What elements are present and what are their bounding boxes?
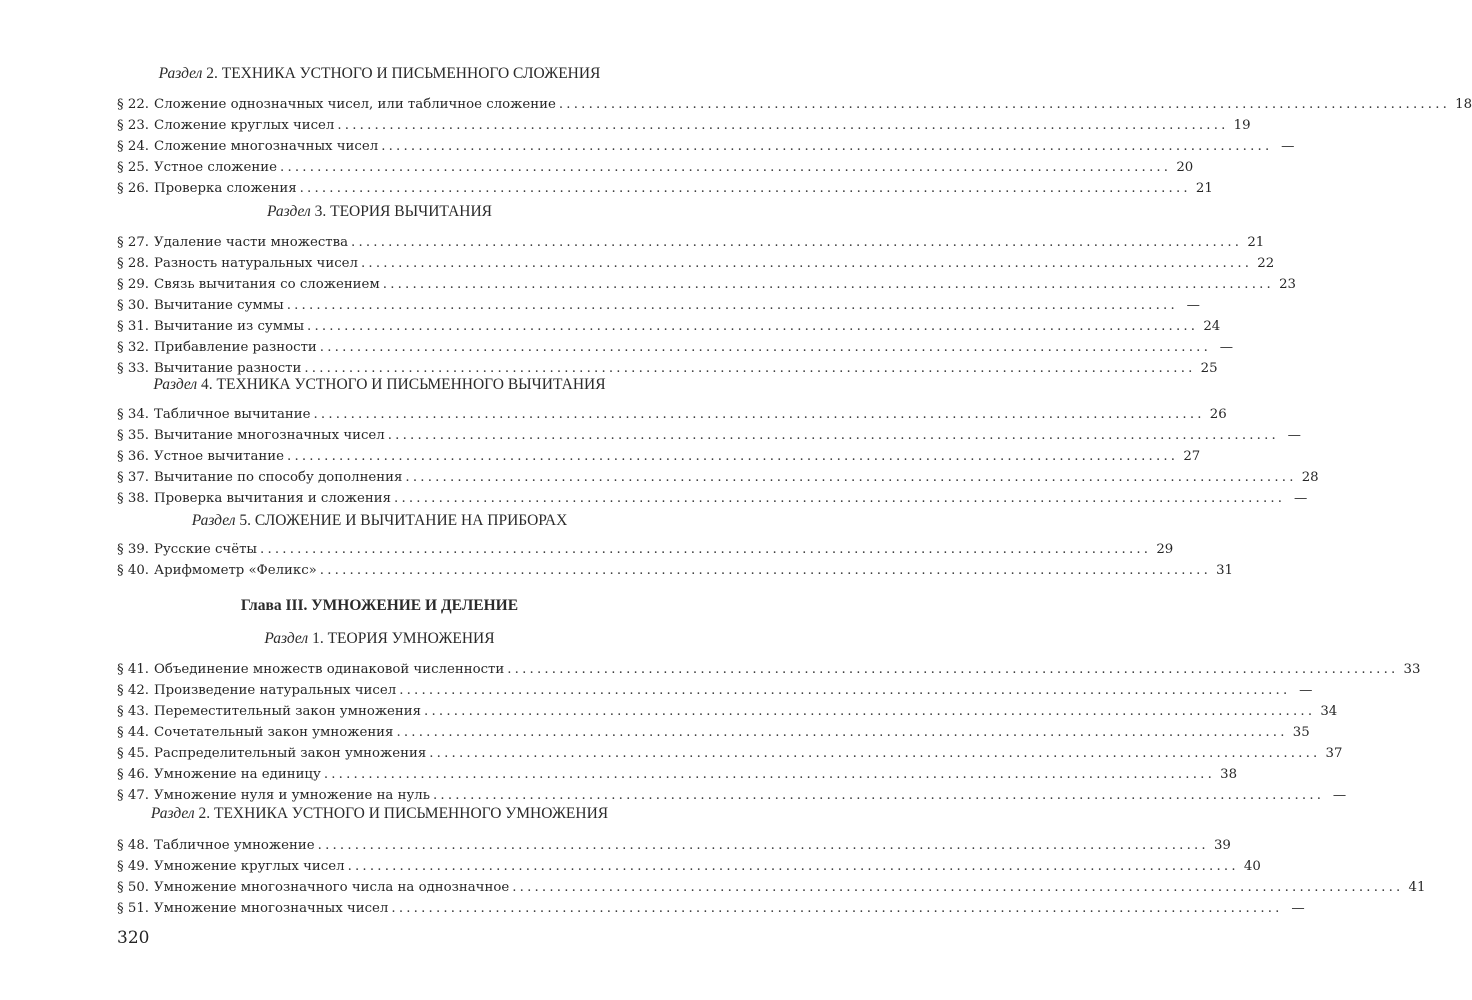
entry-number: § 36.	[117, 449, 150, 464]
entry-page: 35	[1292, 725, 1310, 740]
toc-entry[interactable]	[117, 744, 1343, 764]
entry-number: § 48.	[117, 838, 150, 853]
entry-page: 31	[1216, 563, 1234, 578]
dot-leader: ........................................................................................................................	[260, 542, 1152, 557]
section-label: Раздел	[158, 65, 203, 82]
entry-page: 19	[1233, 118, 1251, 133]
entry-page: 23	[1279, 277, 1296, 292]
entry-title: Объединение множеств одинаковой численности	[154, 662, 505, 677]
entry-title: Вычитание многозначных чисел	[154, 428, 385, 443]
entry-title: Разность натуральных чисел	[154, 256, 358, 271]
dot-leader: ........................................................................................................................	[360, 256, 1253, 271]
toc-entry[interactable]	[117, 899, 1305, 919]
dot-leader: ........................................................................................................................	[381, 139, 1273, 154]
dot-leader: ........................................................................................................................	[507, 662, 1399, 677]
section-label: Раздел	[264, 630, 309, 647]
dot-leader: ........................................................................................................................	[287, 449, 1179, 464]
entry-title: Сложение многозначных чисел	[154, 139, 379, 154]
entry-page: 18	[1455, 97, 1472, 112]
toc-entry[interactable]	[117, 786, 1347, 806]
entry-title: Вычитание по способу дополнения	[154, 470, 403, 485]
toc-entry[interactable]	[117, 836, 1231, 856]
toc-entry[interactable]	[117, 95, 1472, 115]
entry-title: Вычитание из суммы	[154, 319, 305, 334]
dot-leader: ........................................................................................................................	[429, 746, 1321, 761]
dot-leader: ........................................................................................................................	[351, 235, 1243, 250]
entry-title: Умножение многозначных чисел	[154, 901, 389, 916]
toc-entry[interactable]	[117, 878, 1426, 898]
entry-number: § 44.	[117, 725, 150, 740]
entry-page: —	[1219, 340, 1234, 355]
entry-page: 21	[1195, 181, 1213, 196]
entry-number: § 42.	[117, 683, 150, 698]
dot-leader: ........................................................................................................................	[319, 563, 1212, 578]
dot-leader: ........................................................................................................................	[387, 428, 1279, 443]
toc-entry[interactable]	[117, 317, 1221, 337]
entry-title: Проверка сложения	[154, 181, 297, 196]
entry-page: —	[1186, 298, 1200, 313]
entry-title: Устное сложение	[154, 160, 278, 175]
section-label: Раздел	[266, 203, 311, 220]
entry-page: 40	[1243, 859, 1261, 874]
dot-leader: ........................................................................................................................	[558, 97, 1451, 112]
entry-number: § 51.	[117, 901, 150, 916]
entry-page: 33	[1403, 662, 1421, 677]
entry-number: § 34.	[117, 407, 150, 422]
section-number: 5.	[239, 512, 251, 529]
entry-title: Вычитание разности	[154, 361, 302, 376]
entry-number: § 35.	[117, 428, 150, 443]
entry-number: § 37.	[117, 470, 150, 485]
toc-entry[interactable]	[117, 660, 1421, 680]
section-title: ТЕХНИКА УСТНОГО И ПИСЬМЕННОГО УМНОЖЕНИЯ	[214, 805, 609, 822]
entry-page: 21	[1247, 235, 1265, 250]
entry-title: Табличное умножение	[154, 838, 315, 853]
section-number: 4.	[201, 376, 213, 393]
entry-title: Переместительный закон умножения	[154, 704, 422, 719]
entry-number: § 43.	[117, 704, 150, 719]
toc-entry[interactable]	[117, 723, 1310, 743]
entry-number: § 39.	[117, 542, 150, 557]
toc-entry[interactable]	[117, 489, 1308, 509]
entry-title: Умножение круглых чисел	[154, 859, 345, 874]
entry-page: 28	[1301, 470, 1319, 485]
section-heading	[117, 512, 642, 530]
dot-leader: ........................................................................................................................	[394, 491, 1286, 506]
dot-leader: ........................................................................................................................	[307, 319, 1199, 334]
entry-page: 39	[1213, 838, 1231, 853]
entry-number: § 50.	[117, 880, 150, 895]
chapter-heading: Глава III. УМНОЖЕНИЕ И ДЕЛЕНИЕ	[240, 597, 519, 614]
section-heading	[117, 630, 642, 648]
entry-number: § 45.	[117, 746, 150, 761]
entry-number: § 49.	[117, 859, 150, 874]
entry-number: § 41.	[117, 662, 150, 677]
entry-title: Произведение натуральных чисел	[154, 683, 397, 698]
dot-leader: ........................................................................................................................	[280, 160, 1172, 175]
entry-page: —	[1291, 901, 1305, 916]
entry-page: 22	[1257, 256, 1275, 271]
toc-entry[interactable]	[117, 254, 1275, 274]
dot-leader: ........................................................................................................................	[323, 767, 1216, 782]
section-heading	[117, 203, 642, 221]
entry-page: 27	[1183, 449, 1201, 464]
toc-entry[interactable]	[117, 426, 1301, 446]
toc-entry[interactable]	[117, 540, 1174, 560]
dot-leader: ........................................................................................................................	[304, 361, 1196, 376]
dot-leader: ........................................................................................................................	[405, 470, 1297, 485]
entry-title: Устное вычитание	[154, 449, 285, 464]
entry-title: Прибавление разности	[154, 340, 317, 355]
dot-leader: ........................................................................................................................	[319, 340, 1212, 355]
entry-title: Умножение многозначного числа на однозначное	[154, 880, 510, 895]
entry-number: § 30.	[117, 298, 150, 313]
section-number: 2.	[198, 805, 211, 822]
entry-title: Сложение круглых чисел	[154, 118, 335, 133]
entry-page: —	[1281, 139, 1295, 154]
section-heading	[117, 376, 642, 394]
dot-leader: ........................................................................................................................	[317, 838, 1209, 853]
entry-page: 25	[1200, 361, 1218, 376]
section-label: Раздел	[153, 376, 198, 393]
entry-number: § 47.	[117, 788, 150, 803]
section-number: 1.	[312, 630, 324, 647]
entry-title: Распределительный закон умножения	[154, 746, 427, 761]
entry-number: § 29.	[117, 277, 150, 292]
toc-entry[interactable]	[117, 158, 1194, 178]
entry-page: 37	[1325, 746, 1343, 761]
section-label: Раздел	[191, 512, 236, 529]
dot-leader: ........................................................................................................................	[382, 277, 1274, 292]
entry-number: § 38.	[117, 491, 150, 506]
dot-leader: ........................................................................................................................	[299, 181, 1191, 196]
entry-number: § 26.	[117, 181, 150, 196]
toc-entry[interactable]	[117, 857, 1261, 877]
dot-leader: ........................................................................................................................	[337, 118, 1229, 133]
entry-number: § 33.	[117, 361, 150, 376]
entry-page: —	[1287, 428, 1301, 443]
entry-title: Сложение однозначных чисел, или табличное сложение	[154, 97, 556, 112]
entry-title: Удаление части множества	[154, 235, 349, 250]
dot-leader: ........................................................................................................................	[399, 683, 1291, 698]
toc-entry[interactable]	[117, 405, 1227, 425]
entry-number: § 24.	[117, 139, 150, 154]
toc-entry[interactable]	[117, 275, 1296, 295]
toc-entry[interactable]	[117, 338, 1234, 358]
dot-leader: ........................................................................................................................	[286, 298, 1178, 313]
toc-entry[interactable]	[117, 681, 1313, 701]
dot-leader: ........................................................................................................................	[424, 704, 1316, 719]
section-title: ТЕХНИКА УСТНОГО И ПИСЬМЕННОГО СЛОЖЕНИЯ	[221, 65, 601, 82]
toc-entry[interactable]	[117, 447, 1201, 467]
toc-entry[interactable]	[117, 137, 1295, 157]
toc-entry[interactable]	[117, 765, 1238, 785]
toc-entry[interactable]	[117, 561, 1234, 581]
entry-number: § 23.	[117, 118, 150, 133]
entry-title: Проверка вычитания и сложения	[154, 491, 392, 506]
entry-page: 34	[1320, 704, 1338, 719]
entry-title: Русские счёты	[154, 542, 258, 557]
toc-entry[interactable]	[117, 233, 1265, 253]
entry-number: § 22.	[117, 97, 150, 112]
dot-leader: ........................................................................................................................	[512, 880, 1404, 895]
entry-page: —	[1293, 491, 1308, 506]
entry-number: § 40.	[117, 563, 150, 578]
entry-title: Вычитание суммы	[154, 298, 284, 313]
entry-title: Связь вычитания со сложением	[154, 277, 380, 292]
entry-number: § 32.	[117, 340, 150, 355]
entry-page: —	[1299, 683, 1313, 698]
dot-leader: ........................................................................................................................	[432, 788, 1325, 803]
section-label: Раздел	[150, 805, 195, 822]
entry-page: —	[1332, 788, 1347, 803]
dot-leader: ........................................................................................................................	[391, 901, 1283, 916]
section-number: 3.	[314, 203, 327, 220]
entry-page: 38	[1220, 767, 1238, 782]
entry-page: 41	[1408, 880, 1426, 895]
entry-page: 24	[1203, 319, 1221, 334]
toc-entry[interactable]	[117, 702, 1338, 722]
dot-leader: ........................................................................................................................	[347, 859, 1239, 874]
section-title: ТЕХНИКА УСТНОГО И ПИСЬМЕННОГО ВЫЧИТАНИЯ	[216, 376, 606, 393]
toc-entry[interactable]	[117, 468, 1319, 488]
entry-number: § 31.	[117, 319, 150, 334]
dot-leader: ........................................................................................................................	[313, 407, 1205, 422]
section-title: ТЕОРИЯ УМНОЖЕНИЯ	[327, 630, 495, 647]
toc-entry[interactable]	[117, 296, 1200, 316]
entry-number: § 28.	[117, 256, 150, 271]
section-title: СЛОЖЕНИЕ И ВЫЧИТАНИЕ НА ПРИБОРАХ	[254, 512, 568, 529]
entry-title: Табличное вычитание	[154, 407, 311, 422]
entry-page: 29	[1156, 542, 1174, 557]
section-heading	[117, 65, 642, 83]
section-heading	[117, 805, 642, 823]
entry-title: Умножение нуля и умножение на нуль	[154, 788, 430, 803]
toc-entry[interactable]	[117, 116, 1251, 136]
entry-page: 20	[1176, 160, 1194, 175]
entry-title: Умножение на единицу	[154, 767, 321, 782]
section-title: ТЕОРИЯ ВЫЧИТАНИЯ	[330, 203, 493, 220]
entry-title: Арифмометр «Феликс»	[154, 563, 317, 578]
dot-leader: ........................................................................................................................	[396, 725, 1288, 740]
entry-number: § 46.	[117, 767, 150, 782]
entry-number: § 25.	[117, 160, 150, 175]
entry-page: 26	[1209, 407, 1227, 422]
entry-title: Сочетательный закон умножения	[154, 725, 394, 740]
section-number: 2.	[206, 65, 218, 82]
entry-number: § 27.	[117, 235, 150, 250]
page-number: 320	[117, 928, 150, 948]
toc-entry[interactable]	[117, 179, 1213, 199]
